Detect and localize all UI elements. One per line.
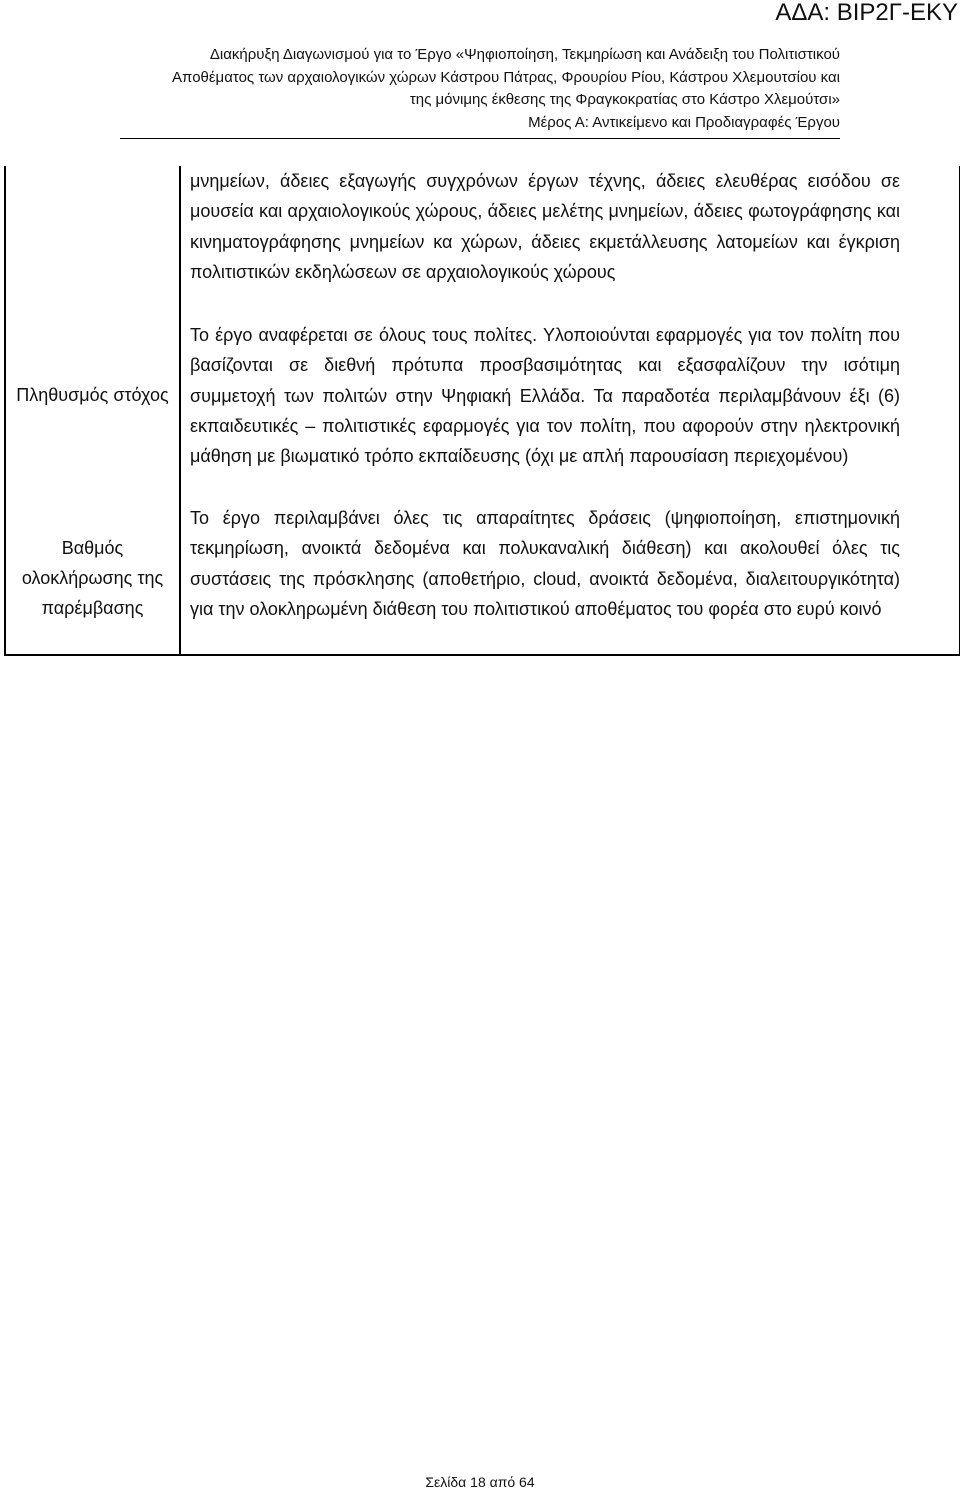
row-text-target-population: Το έργο αναφέρεται σε όλους τους πολίτες. Υλοποιούνται εφαρμογές για τον πολίτη που βασίζονται σε διεθνή πρότυπα προσβασιμότητας και εξασφαλίζουν την ισότιμη συμμετοχή των πολιτών στην Ψηφιακή Ελλάδα. Τα παραδοτέα περιλαμβάνουν έξι (6) εκπαιδευτικές – πολιτιστικές εφαρμογές για τον πολίτη, που αφορούν στην ηλεκτρονική μάθηση με βιωματικό τρόπο εκπαίδευσης (όχι με απλή παρουσίαση περιεχομένου) xyxy=(190,325,900,467)
header-line-3: της μόνιμης έκθεσης της Φραγκοκρατίας στο Κάστρο Χλεμούτσι» xyxy=(409,91,840,108)
specification-table xyxy=(4,166,960,656)
row-label-target-population: Πληθυσμός στόχος xyxy=(16,385,169,405)
document-header xyxy=(172,44,840,134)
header-line-4: Μέρος Α: Αντικείμενο και Προδιαγραφές Έργου xyxy=(528,113,840,131)
row-label-completion-degree: Βαθμός ολοκλήρωσης της παρέμβασης xyxy=(21,538,164,618)
header-divider xyxy=(120,138,840,139)
header-line-2: Αποθέματος των αρχαιολογικών χώρων Κάστρου Πάτρας, Φρουρίου Ρίου, Κάστρου Χλεμουτσίου και xyxy=(172,68,840,86)
row-text-permits-continuation: μνημείων, άδειες εξαγωγής συγχρόνων έργων τέχνης, άδειες ελευθέρας εισόδου σε μουσεία και αρχαιολογικούς χώρους, άδειες μελέτης μνημείων, άδειες φωτογράφησης και κινηματογράφησης μνημείων κα χώρων, άδειες εκμετάλλευσης λατομείων και έγκριση πολιτιστικών εκδηλώσεων σε αρχαιολογικούς χώρους xyxy=(190,171,900,282)
header-line-1: Διακήρυξη Διαγωνισμού για το Έργο «Ψηφιοποίηση, Τεκμηρίωση και Ανάδειξη του Πολιτιστικού xyxy=(209,46,840,63)
row-text-completion-degree: Το έργο περιλαμβάνει όλες τις απαραίτητες δράσεις (ψηφιοποίηση, επιστημονική τεκμηρίωση, ανοικτά δεδομένα και πολυκαναλική διάθεση) και ακολουθεί όλες τις συστάσεις της πρόσκλησης (αποθετήριο, cloud, ανοικτά δεδομένα, διαλειτουργικότητα) για την ολοκληρωμένη διάθεση του πολιτιστικού αποθέματος του φορέα στο ευρύ κοινό xyxy=(190,508,900,619)
table-column-divider xyxy=(179,166,181,654)
ada-code: ΑΔΑ: ΒΙΡ2Γ-ΕΚΥ xyxy=(775,0,958,26)
page-number: Σελίδα 18 από 64 xyxy=(425,1474,535,1490)
